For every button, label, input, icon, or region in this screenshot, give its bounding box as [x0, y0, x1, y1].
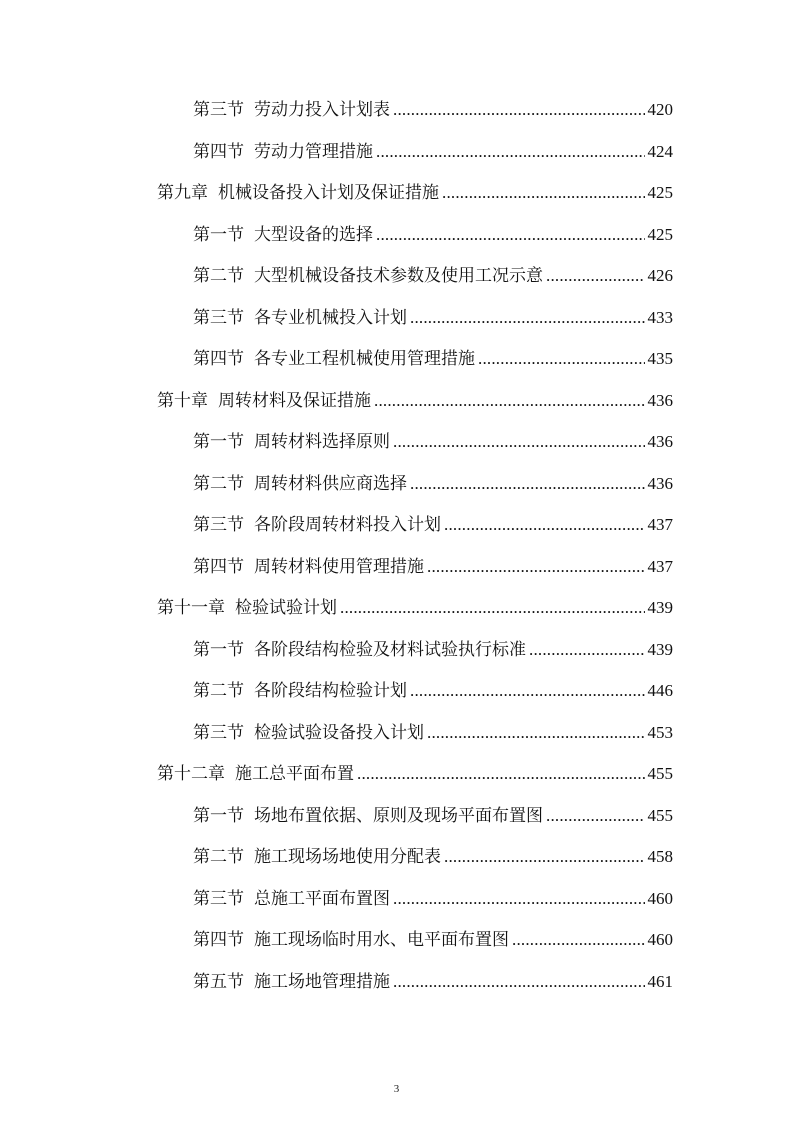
toc-entry-title: 施工现场场地使用分配表	[254, 847, 441, 867]
toc-entry-number: 第五节	[193, 972, 244, 992]
toc-entry-title: 周转材料选择原则	[254, 432, 390, 452]
toc-entry-title: 机械设备投入计划及保证措施	[218, 183, 439, 203]
toc-leader-dots	[410, 304, 645, 332]
toc-entry-number: 第一节	[193, 225, 244, 245]
toc-entry-page: 460	[647, 889, 673, 908]
toc-entry-number: 第十二章	[157, 764, 225, 784]
toc-entry[interactable]	[157, 179, 673, 207]
toc-leader-dots	[393, 96, 645, 124]
toc-entry-page: 446	[647, 681, 673, 700]
toc-entry-title: 施工场地管理措施	[254, 972, 390, 992]
toc-entry-title: 各专业工程机械使用管理措施	[254, 349, 475, 369]
toc-entry[interactable]	[193, 262, 673, 290]
toc-entry-page: 425	[647, 225, 673, 244]
toc-entry-title: 劳动力投入计划表	[254, 100, 390, 120]
toc-entry-page: 424	[647, 142, 673, 161]
toc-entry-page: 436	[647, 432, 673, 451]
toc-entry-number: 第二节	[193, 474, 244, 494]
toc-entry-number: 第九章	[157, 183, 208, 203]
toc-entry-title: 周转材料及保证措施	[218, 391, 371, 411]
toc-entry-page: 461	[647, 972, 673, 991]
toc-entry[interactable]	[193, 553, 673, 581]
toc-entry-page: 426	[647, 266, 673, 285]
toc-entry-number: 第四节	[193, 142, 244, 162]
toc-entry-page: 439	[647, 598, 673, 617]
toc-leader-dots	[444, 511, 645, 539]
toc-entry-title: 各阶段结构检验及材料试验执行标准	[254, 640, 526, 660]
toc-entry[interactable]	[193, 843, 673, 871]
toc-leader-dots	[376, 138, 645, 166]
toc-entry-number: 第十一章	[157, 598, 225, 618]
toc-leader-dots	[374, 387, 645, 415]
toc-entry-page: 439	[647, 640, 673, 659]
toc-entry-title: 劳动力管理措施	[254, 142, 373, 162]
toc-entry-title: 场地布置依据、原则及现场平面布置图	[254, 806, 543, 826]
toc-entry-number: 第四节	[193, 930, 244, 950]
toc-entry[interactable]	[193, 885, 673, 913]
toc-entry-page: 437	[647, 557, 673, 576]
toc-entry-title: 检验试验设备投入计划	[254, 723, 424, 743]
toc-entry-number: 第三节	[193, 100, 244, 120]
toc-entry[interactable]	[193, 968, 673, 996]
toc-entry-number: 第三节	[193, 889, 244, 909]
toc-entry-number: 第四节	[193, 557, 244, 577]
toc-entry[interactable]	[193, 802, 673, 830]
toc-entry[interactable]	[193, 926, 673, 954]
toc-entry-page: 436	[647, 391, 673, 410]
toc-leader-dots	[393, 885, 645, 913]
toc-leader-dots	[529, 636, 645, 664]
toc-entry-title: 周转材料供应商选择	[254, 474, 407, 494]
toc-entry-number: 第十章	[157, 391, 208, 411]
toc-entry-page: 460	[647, 930, 673, 949]
toc-entry-page: 435	[647, 349, 673, 368]
toc-entry[interactable]	[193, 221, 673, 249]
toc-leader-dots	[427, 553, 645, 581]
toc-entry[interactable]	[193, 511, 673, 539]
toc-entry[interactable]	[193, 719, 673, 747]
toc-entry-number: 第四节	[193, 349, 244, 369]
toc-entry-page: 420	[647, 100, 673, 119]
toc-leader-dots	[393, 968, 645, 996]
toc-entry[interactable]	[193, 304, 673, 332]
toc-entry-number: 第二节	[193, 266, 244, 286]
toc-entry[interactable]	[157, 760, 673, 788]
toc-entry-number: 第三节	[193, 515, 244, 535]
toc-entry[interactable]	[157, 387, 673, 415]
toc-leader-dots	[376, 221, 645, 249]
toc-leader-dots	[478, 345, 645, 373]
toc-entry-page: 436	[647, 474, 673, 493]
toc-entry-number: 第三节	[193, 308, 244, 328]
toc-entry[interactable]	[193, 677, 673, 705]
toc-entry-title: 周转材料使用管理措施	[254, 557, 424, 577]
toc-entry[interactable]	[193, 345, 673, 373]
toc-leader-dots	[546, 802, 645, 830]
toc-leader-dots	[444, 843, 645, 871]
toc-entry-page: 455	[647, 764, 673, 783]
toc-entry-number: 第二节	[193, 847, 244, 867]
toc-entry[interactable]	[193, 96, 673, 124]
toc-leader-dots	[357, 760, 645, 788]
toc-entry-number: 第一节	[193, 432, 244, 452]
toc-leader-dots	[427, 719, 645, 747]
toc-leader-dots	[410, 677, 645, 705]
toc-entry-number: 第三节	[193, 723, 244, 743]
toc-leader-dots	[410, 470, 645, 498]
page-number: 3	[393, 1083, 400, 1095]
toc-entry-page: 458	[647, 847, 673, 866]
toc-entry-title: 各阶段周转材料投入计划	[254, 515, 441, 535]
toc-entry-page: 453	[647, 723, 673, 742]
toc-leader-dots	[442, 179, 645, 207]
toc-leader-dots	[393, 428, 645, 456]
toc-entry-number: 第二节	[193, 681, 244, 701]
toc-entry-title: 总施工平面布置图	[254, 889, 390, 909]
toc-leader-dots	[340, 594, 645, 622]
toc-entry-page: 425	[647, 183, 673, 202]
toc-entry-page: 437	[647, 515, 673, 534]
toc-entry-number: 第一节	[193, 806, 244, 826]
toc-entry-title: 各专业机械投入计划	[254, 308, 407, 328]
toc-entry-title: 各阶段结构检验计划	[254, 681, 407, 701]
toc-entry-page: 433	[647, 308, 673, 327]
toc-entry[interactable]	[193, 428, 673, 456]
toc-entry-number: 第一节	[193, 640, 244, 660]
toc-entry-page: 455	[647, 806, 673, 825]
toc-entry-title: 大型设备的选择	[254, 225, 373, 245]
toc-entry-title: 施工总平面布置	[235, 764, 354, 784]
toc-entry[interactable]	[157, 594, 673, 622]
toc-leader-dots	[546, 262, 645, 290]
toc-leader-dots	[512, 926, 645, 954]
toc-entry[interactable]	[193, 636, 673, 664]
toc-entry-title: 检验试验计划	[235, 598, 337, 618]
toc-entry[interactable]	[193, 470, 673, 498]
toc-entry-title: 施工现场临时用水、电平面布置图	[254, 930, 509, 950]
toc-entry-title: 大型机械设备技术参数及使用工况示意	[254, 266, 543, 286]
toc-entry[interactable]	[193, 138, 673, 166]
